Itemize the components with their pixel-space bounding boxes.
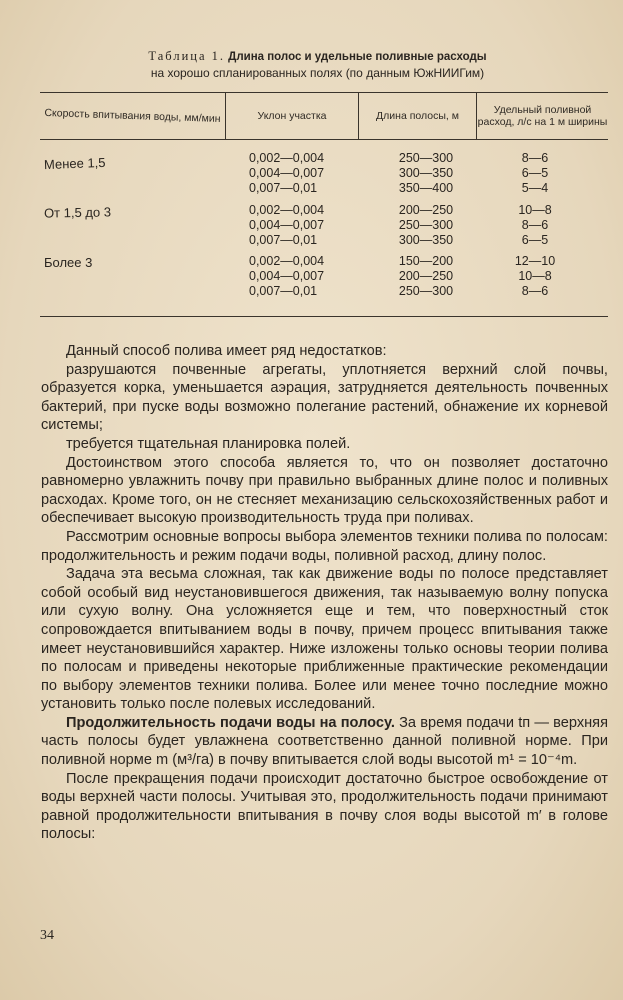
table-header-rule xyxy=(40,139,608,140)
table-cell-length: 250—300 xyxy=(398,151,454,165)
table-cell-length: 200—250 xyxy=(398,203,454,217)
table-cell-length: 200—250 xyxy=(398,269,454,283)
header-length: Длина полосы, м xyxy=(376,109,459,122)
paragraph: Рассмотрим основные вопросы выбора элементов техники полива по полосам: продолжительность и режим подачи воды, поливной расход, длину полос. xyxy=(41,528,608,564)
group-label: От 1,5 до 3 xyxy=(43,204,112,221)
table-cell-length: 300—350 xyxy=(398,233,454,247)
table-cell-flow: 5—4 xyxy=(521,181,549,195)
group-label: Более 3 xyxy=(44,255,93,270)
table-caption-label: Таблица 1. xyxy=(148,49,225,63)
table-cell-flow: 10—8 xyxy=(518,269,552,283)
group-label: Менее 1,5 xyxy=(43,154,106,173)
table-cell-slope: 0,007—0,01 xyxy=(249,233,318,247)
table-cell-length: 250—300 xyxy=(398,218,454,232)
table-bottom-rule xyxy=(40,316,608,317)
table-caption-title: Длина полос и удельные поливные расходы xyxy=(228,51,487,63)
table-cell-flow: 6—5 xyxy=(521,166,549,180)
table-cell-length: 350—400 xyxy=(398,181,454,195)
table-cell-flow: 8—6 xyxy=(521,218,549,232)
table-cell-slope: 0,004—0,007 xyxy=(249,218,325,232)
page-number: 34 xyxy=(40,928,54,943)
header-slope: Уклон участка xyxy=(257,109,327,122)
table-cell-flow: 12—10 xyxy=(514,254,556,268)
table-cell-length: 150—200 xyxy=(398,254,454,268)
table-cell-flow: 8—6 xyxy=(521,151,549,165)
paragraph: Данный способ полива имеет ряд недостатков: xyxy=(66,343,387,359)
paragraph xyxy=(41,714,608,770)
table-cell-flow: 8—6 xyxy=(521,284,549,298)
table-cell-slope: 0,007—0,01 xyxy=(249,181,318,195)
table-cell-slope: 0,002—0,004 xyxy=(249,151,325,165)
table-cell-length: 300—350 xyxy=(398,166,454,180)
table-cell-slope: 0,004—0,007 xyxy=(249,269,325,283)
table-caption xyxy=(30,48,605,81)
table-cell-slope: 0,002—0,004 xyxy=(249,254,325,268)
paragraph: Задача эта весьма сложная, так как движение воды по полосе представляет собой особый вид неустановившегося движения, так называемую волну попуска или сухую волну. Она усложняется еще и тем, что поверхностный сток сопровождается впитыванием воды в почву, причем процесс впитывания также имеет неустановившийся характер. Ниже изложены только основы теории полива по полосам и приведены некоторые приближенные практические рекомендации по выбору элементов техники полива. Более или менее точно последние можно установить только после полевых исследований. xyxy=(41,566,608,713)
paragraph: После прекращения подачи происходит достаточно быстрое освобождение от воды верхней части полосы. Учитывая это, продолжительность подачи принимают равной продолжительности впитывания в почву слоя воды высотой m′ в голове полосы: xyxy=(41,770,608,843)
paragraph: разрушаются почвенные агрегаты, уплотняется верхний слой почвы, образуется корка, уменьшается аэрация, затрудняется деятельность почвенных бактерий, при пуске воды возможно полегание растений, обнажение их корневой системы; xyxy=(41,361,608,434)
table-caption-line2: на хорошо спланированных полях (по данным ЮжНИИГим) xyxy=(150,66,485,80)
paragraph: требуется тщательная планировка полей. xyxy=(66,435,351,452)
table-cell-length: 250—300 xyxy=(398,284,454,298)
table-cell-slope: 0,007—0,01 xyxy=(249,284,318,298)
table-cell-slope: 0,004—0,007 xyxy=(249,166,325,180)
table-cell-flow: 6—5 xyxy=(521,233,549,247)
section-heading: Продолжительность подачи воды на полосу. xyxy=(66,714,395,731)
table-cell-slope: 0,002—0,004 xyxy=(249,203,325,217)
paragraph: Достоинством этого способа является то, что он позволяет достаточно равномерно увлажнить почву при правильно выбранных длине полос и поливных расходах. Кроме того, он не стесняет механизацию сельскохозяйственных работ и обеспечивает высокую производительность труда при поливах. xyxy=(41,454,608,527)
body-text xyxy=(41,342,608,844)
header-speed: Скорость впитывания воды, мм/мин xyxy=(44,106,221,125)
table-cell-flow: 10—8 xyxy=(518,203,552,217)
paragraph-text: За время подачи tп — верхняя часть полосы будет увлажнена соответственно данной поливной норме. При поливной норме m (м³/га) в почву впитывается слой воды высотой m¹ = 10⁻⁴m. xyxy=(41,714,608,769)
header-flow: Удельный поливной расход, л/с на 1 м ширины xyxy=(477,103,608,128)
